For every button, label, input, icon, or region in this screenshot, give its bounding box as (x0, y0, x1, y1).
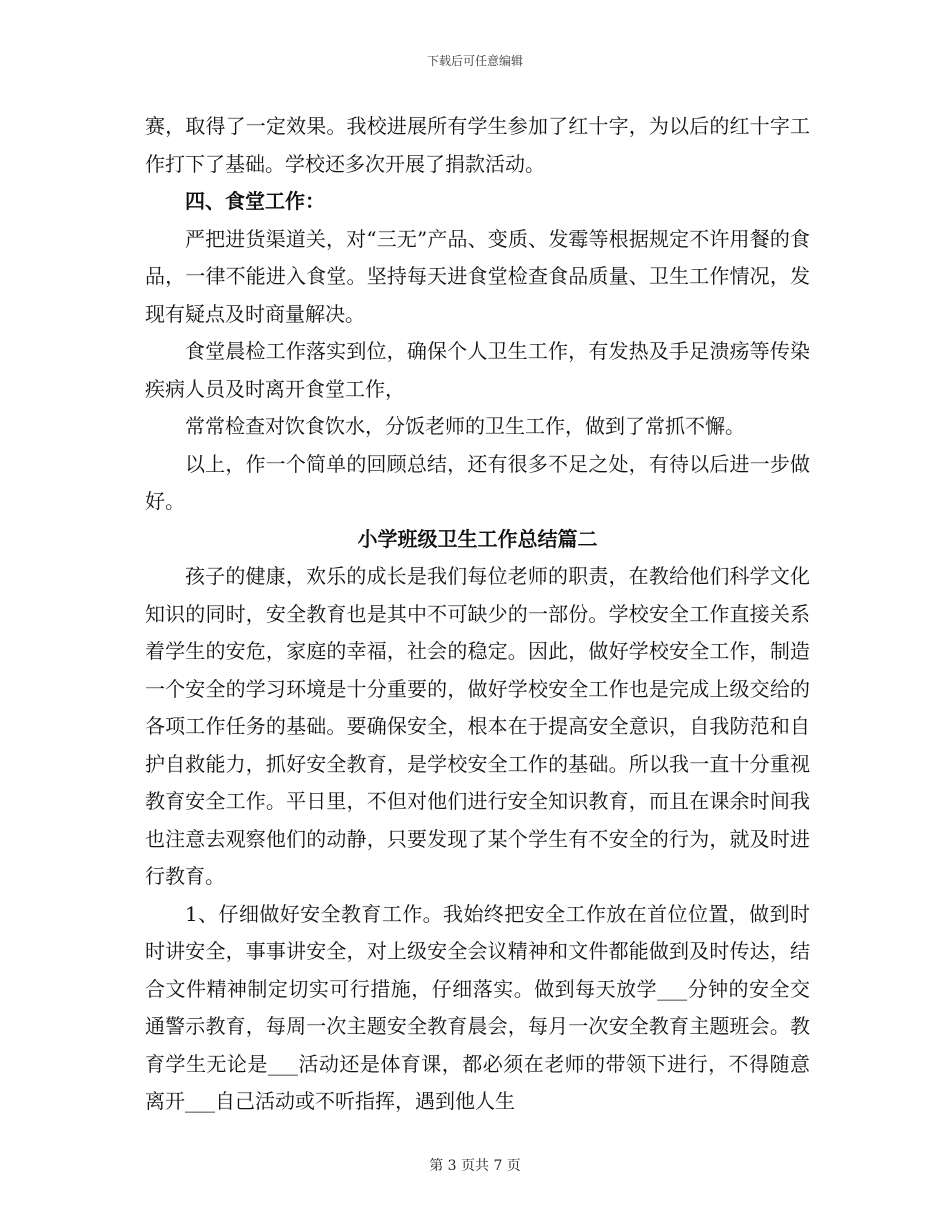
page-number: 第 3 页共 7 页 (429, 1158, 521, 1174)
paragraph: 孩子的健康，欢乐的成长是我们每位老师的职责，在教给他们科学文化知识的同时，安全教育也是其中不可缺少的一部份。学校安全工作直接关系着学生的安危，家庭的幸福，社会的稳定。因此，做好学校安全工作，制造一个安全的学习环境是十分重要的，做好学校安全工作也是完成上级交给的各项工作任务的基础。要确保安全，根本在于提高安全意识，自我防范和自护自救能力，抓好安全教育，是学校安全工作的基础。所以我一直十分重视教育安全工作。平日里，不但对他们进行安全知识教育，而且在课余时间我也注意去观察他们的动静，只要发现了某个学生有不安全的行为，就及时进行教育。 (145, 564, 810, 888)
paragraph: 食堂晨检工作落实到位，确保个人卫生工作，有发热及手足溃疡等传染疾病人员及时离开食堂工作， (145, 339, 810, 401)
section-heading-canteen: 四、食堂工作： (185, 189, 325, 213)
paragraph: 以上，作一个简单的回顾总结，还有很多不足之处，有待以后进一步做好。 (145, 451, 810, 513)
paragraph: 常常检查对饮食饮水，分饭老师的卫生工作，做到了常抓不懈。 (185, 414, 745, 438)
paragraph-continuation: 赛，取得了一定效果。我校进展所有学生参加了红十字，为以后的红十字工作打下了基础。学校还多次开展了捐款活动。 (145, 114, 810, 176)
paragraph: 1、仔细做好安全教育工作。我始终把安全工作放在首位位置，做到时时讲安全，事事讲安全，对上级安全会议精神和文件都能做到及时传达，结合文件精神制定切实可行措施，仔细落实。做到每天放学___分钟的安全交通警示教育，每周一次主题安全教育晨会，每月一次安全教育主题班会。教育学生无论是___活动还是体育课，都必须在老师的带领下进行，不得随意离开___自己活动或不听指挥，遇到他人生 (145, 901, 810, 1113)
article-title: 小学班级卫生工作总结篇二 (357, 526, 598, 551)
page-header-note: 下载后可任意编辑 (426, 54, 523, 68)
paragraph: 严把进货渠道关，对“三无”产品、变质、发霉等根据规定不许用餐的食品，一律不能进入食堂。坚持每天进食堂检查食品质量、卫生工作情况，发现有疑点及时商量解决。 (145, 226, 810, 326)
document-body (145, 108, 810, 1121)
